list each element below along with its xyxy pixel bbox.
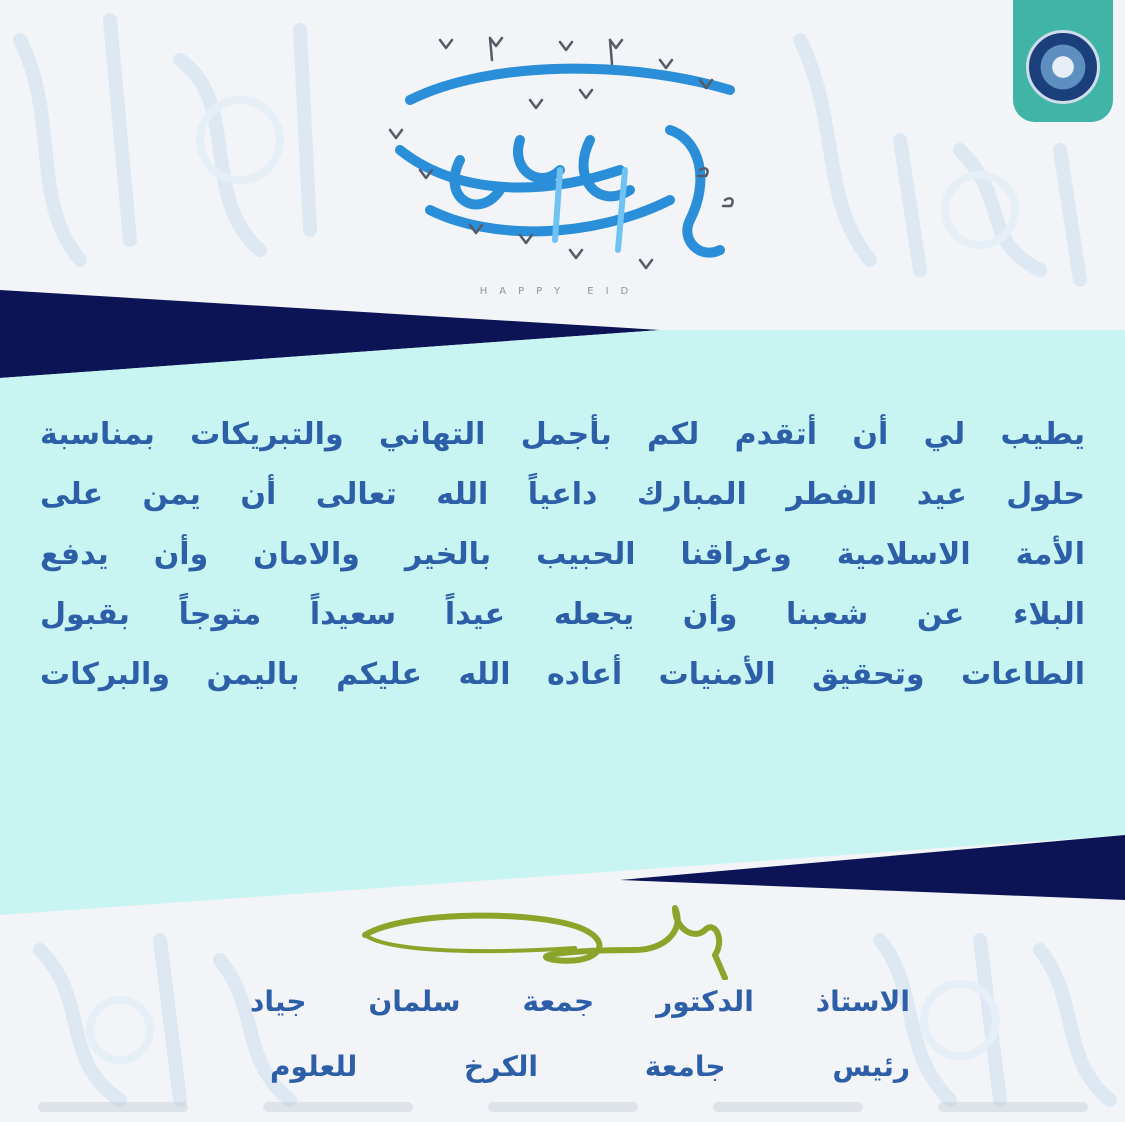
footer-social-item — [263, 1102, 413, 1112]
logo-badge — [1013, 0, 1113, 122]
handwritten-signature — [345, 900, 735, 980]
message-line: البلاء عن شعبنا وأن يجعله عيداً سعيداً متوجاً بقبول — [40, 597, 1085, 632]
university-seal-icon — [1026, 30, 1100, 104]
footer-social-item — [38, 1102, 188, 1112]
message-line: يطيب لي أن أتقدم لكم بأجمل التهاني والتبريكات بمناسبة — [40, 417, 1085, 452]
footer-social-item — [488, 1102, 638, 1112]
happy-eid-subtitle: HAPPY EID — [479, 286, 641, 297]
message-line: حلول عيد الفطر المبارك داعياً الله تعالى أن يمن على — [40, 477, 1085, 512]
footer-social-item — [713, 1102, 863, 1112]
eid-mubarak-calligraphy — [370, 20, 760, 290]
footer-social-strip — [0, 1092, 1125, 1122]
greeting-message — [40, 405, 1085, 705]
signatory-position: رئيس جامعة الكرخ للعلوم — [270, 1050, 910, 1083]
footer-social-item — [938, 1102, 1088, 1112]
message-line: الطاعات وتحقيق الأمنيات أعاده الله عليكم باليمن والبركات — [40, 657, 1085, 692]
message-line: الأمة الاسلامية وعراقنا الحبيب بالخير والامان وأن يدفع — [40, 537, 1085, 572]
signatory-name: الاستاذ الدكتور جمعة سلمان جياد — [250, 985, 910, 1018]
